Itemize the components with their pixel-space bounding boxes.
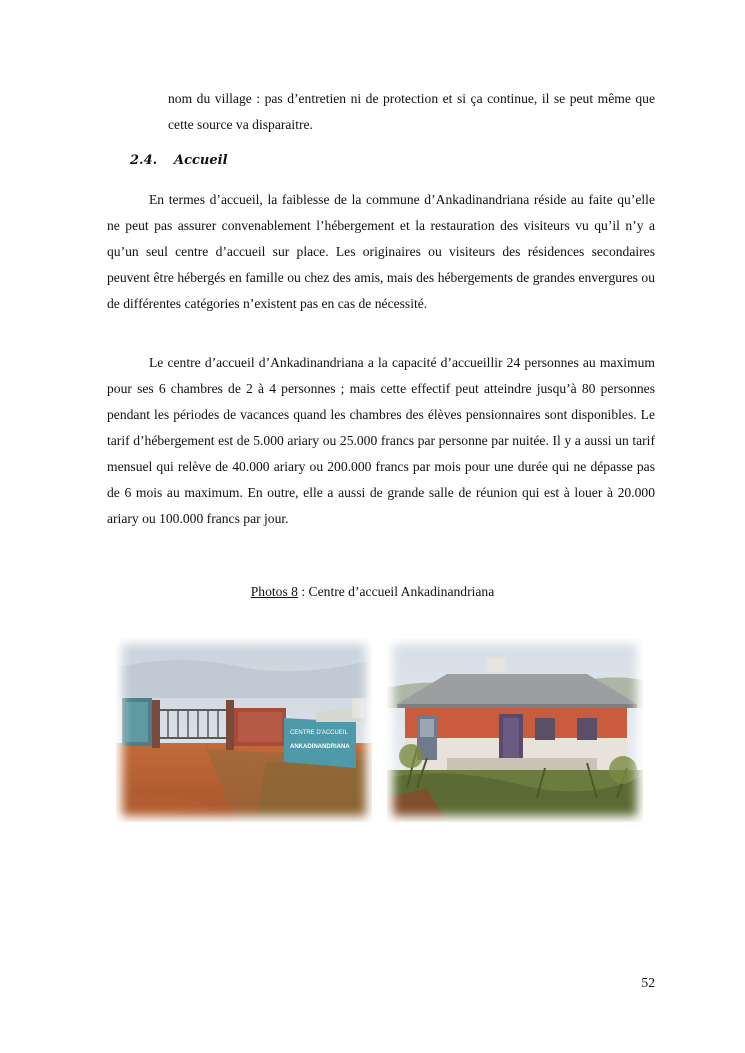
section-title: Accueil (174, 153, 228, 168)
photo-reception-building (387, 638, 643, 822)
paragraph-1-text: En termes d’accueil, la faiblesse de la commune d’Ankadinandriana réside au faite qu’elle ne peut pas assurer convenablement l’hébergement et la restauration des visiteurs vu qu’il n’y a qu’un seul centre d’accueil sur place. Les originaires ou visiteurs des résidences secondaires peuvent être hébergés en famille ou chez des amis, mais des hébergements de grandes envergures ou de différentes catégories n’existent pas en cas de nécessité. (107, 192, 655, 311)
sign-text-line1: CENTRE D'ACCUEIL (290, 730, 348, 736)
sign-text-line2: ANKADINANDRIANA (290, 744, 350, 750)
caption-text: : Centre d’accueil Ankadinandriana (297, 584, 495, 599)
figure-caption (0, 581, 745, 603)
page-number: 52 (641, 975, 655, 990)
section-number: 2.4. (130, 153, 158, 168)
paragraph-1 (107, 187, 655, 317)
section-heading (130, 150, 228, 172)
paragraph-2 (107, 350, 655, 532)
photo-entrance-gate (116, 638, 372, 822)
continuation-text: nom du village : pas d’entretien ni de protection et si ça continue, il se peut même que cette source va disparaitre. (168, 91, 655, 132)
caption-label: Photos 8 (250, 584, 298, 599)
paragraph-2-text: Le centre d’accueil d’Ankadinandriana a la capacité d’accueillir 24 personnes au maximum pour ses 6 chambres de 2 à 4 personnes ; mais cette effectif peut atteindre jusqu’à 80 personnes pendant les périodes de vacances quand les chambres des élèves pensionnaires sont disponibles. Le tarif d’hébergement est de 5.000 ariary ou 25.000 francs par personne par nuitée. Il y a aussi un tarif mensuel qui relève de 40.000 ariary ou 200.000 francs par mois pour une durée qui ne dépasse pas de 6 mois au maximum. En outre, elle a aussi de grande salle de réunion qui est à louer à 20.000 ariary ou 100.000 francs par jour. (107, 355, 655, 526)
